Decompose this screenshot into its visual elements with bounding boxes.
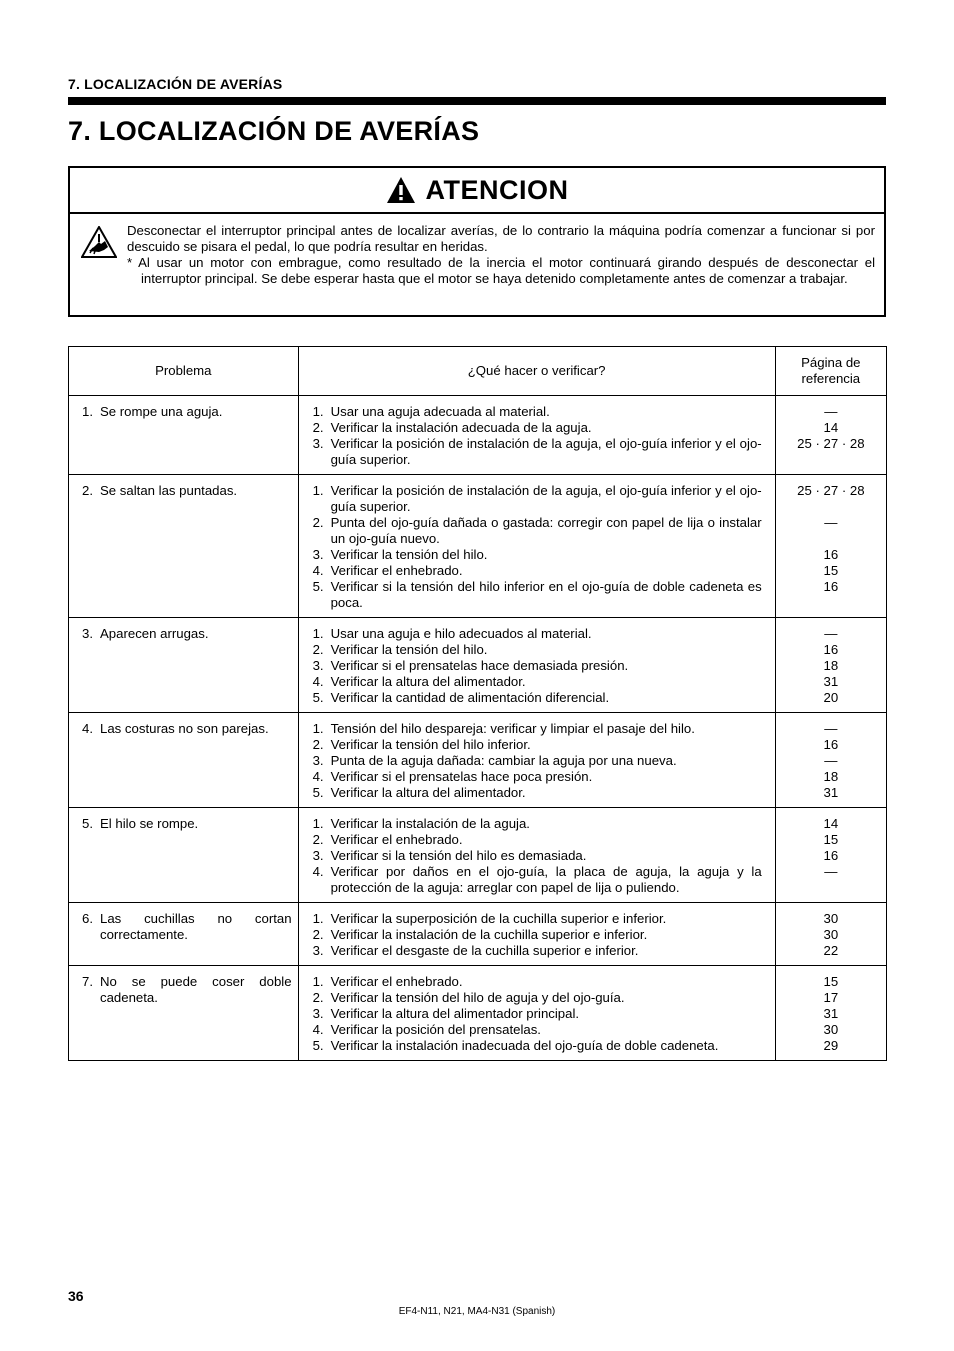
reference-page: — (824, 753, 838, 768)
reference-page: 20 (823, 690, 839, 705)
action-cell (298, 808, 775, 903)
header-problem: Problema (69, 347, 299, 396)
action-number: 3. (312, 1006, 324, 1021)
problem-text: Las costuras no son parejas. (100, 721, 269, 736)
problem-cell (69, 966, 299, 1061)
action-number: 2. (312, 990, 324, 1005)
reference-page: 30 (823, 911, 839, 926)
reference-page: 31 (823, 674, 839, 689)
table-row (69, 396, 887, 475)
action-number: 5. (312, 785, 324, 800)
action-cell (298, 396, 775, 475)
action-item (313, 785, 762, 801)
reference-page: 29 (823, 1038, 839, 1053)
action-text: Punta de la aguja dañada: cambiar la aguja por una nueva. (330, 753, 677, 768)
action-number: 2. (312, 420, 324, 435)
table-header-row (69, 347, 887, 396)
action-number: 4. (312, 769, 324, 784)
reference-page: 15 (823, 563, 839, 578)
action-number: 1. (312, 974, 324, 989)
table-row (69, 713, 887, 808)
action-item (313, 404, 762, 420)
page-title: 7. LOCALIZACIÓN DE AVERÍAS (68, 116, 480, 146)
table-row (69, 475, 887, 618)
action-number: 2. (312, 515, 324, 530)
action-text: Verificar la instalación inadecuada del ojo-guía de doble cadeneta. (330, 1038, 719, 1053)
problem-cell (69, 475, 299, 618)
action-text: Verificar el enhebrado. (330, 563, 463, 578)
action-text: Verificar si el prensatelas hace demasiada presión. (330, 658, 629, 673)
problem-number: 5. (82, 816, 93, 831)
action-text: Verificar la instalación de la cuchilla superior e inferior. (330, 927, 648, 942)
warning-box (68, 166, 886, 317)
problem-number: 6. (82, 911, 93, 926)
action-text: Verificar la instalación de la aguja. (330, 816, 530, 831)
page-number: 36 (68, 1288, 84, 1304)
action-text: Verificar la superposición de la cuchilla superior e inferior. (330, 911, 667, 926)
problem-text: Se saltan las puntadas. (100, 483, 238, 498)
problem-text: Se rompe una aguja. (100, 404, 223, 419)
warning-triangle-icon (386, 176, 416, 204)
action-cell (298, 713, 775, 808)
action-text: Verificar la tensión del hilo. (330, 642, 488, 657)
problem-number: 3. (82, 626, 93, 641)
action-text: Verificar la posición de instalación de la aguja, el ojo-guía inferior y el ojo-guía superior. (330, 483, 762, 514)
action-number: 5. (312, 1038, 324, 1053)
header-rule (68, 97, 886, 105)
action-number: 3. (312, 436, 324, 451)
action-number: 2. (312, 832, 324, 847)
reference-page: — (824, 515, 838, 530)
warning-text-note: * Al usar un motor con embrague, como resultado de la inercia el motor continuará girando después de desconectar el interruptor principal. Se debe esperar hasta que el motor se haya detenido completamente antes de comenzar a trabajar. (127, 255, 875, 286)
action-text: Verificar la altura del alimentador principal. (330, 1006, 580, 1021)
action-item (313, 690, 762, 706)
reference-page: 16 (823, 579, 839, 594)
troubleshooting-table (68, 346, 887, 1061)
action-item (313, 1038, 762, 1054)
reference-page: 22 (823, 943, 839, 958)
action-text: Verificar la tensión del hilo de aguja y del ojo-guía. (330, 990, 625, 1005)
reference-cell (775, 713, 886, 808)
action-number: 4. (312, 1022, 324, 1037)
problem-number: 1. (82, 404, 93, 419)
action-item (313, 848, 762, 864)
action-cell (298, 475, 775, 618)
footer-model: EF4-N11, N21, MA4-N31 (Spanish) (398, 1306, 556, 1317)
action-text: Verificar por daños en el ojo-guía, la placa de aguja, la aguja y la protección de la aguja: arreglar con papel de lija o puliendo. (330, 864, 762, 895)
reference-cell (775, 396, 886, 475)
reference-page: 25 · 27 · 28 (797, 436, 865, 451)
reference-cell (775, 808, 886, 903)
action-item (313, 943, 762, 959)
problem-cell (69, 903, 299, 966)
action-text: Usar una aguja adecuada al material. (330, 404, 550, 419)
action-text: Verificar la instalación adecuada de la aguja. (330, 420, 592, 435)
action-item (313, 737, 762, 753)
reference-page: 15 (823, 832, 839, 847)
reference-page: 16 (823, 848, 839, 863)
action-item (313, 436, 762, 468)
action-text: Verificar la tensión del hilo. (330, 547, 488, 562)
action-number: 3. (312, 848, 324, 863)
problem-text: No se puede coser doble cadeneta. (100, 974, 292, 1005)
action-number: 1. (312, 483, 324, 498)
action-item (313, 990, 762, 1006)
action-item (313, 816, 762, 832)
action-number: 3. (312, 658, 324, 673)
action-item (313, 974, 762, 990)
action-item (313, 658, 762, 674)
action-number: 2. (312, 737, 324, 752)
reference-page: 15 (823, 974, 839, 989)
reference-page: 18 (823, 658, 839, 673)
action-number: 4. (312, 563, 324, 578)
action-item (313, 420, 762, 436)
action-item (313, 1022, 762, 1038)
action-cell (298, 966, 775, 1061)
reference-page: 31 (823, 785, 839, 800)
action-text: Tensión del hilo despareja: verificar y limpiar el pasaje del hilo. (330, 721, 695, 736)
action-item (313, 483, 762, 515)
action-number: 2. (312, 927, 324, 942)
hand-caution-icon (81, 226, 117, 258)
reference-page: 17 (823, 990, 839, 1005)
action-cell (298, 903, 775, 966)
action-number: 1. (312, 721, 324, 736)
reference-page: 31 (823, 1006, 839, 1021)
action-number: 1. (312, 911, 324, 926)
action-number: 5. (312, 579, 324, 594)
action-text: Verificar el enhebrado. (330, 974, 463, 989)
reference-page: 18 (823, 769, 839, 784)
action-item (313, 674, 762, 690)
action-number: 1. (312, 816, 324, 831)
action-text: Verificar el desgaste de la cuchilla superior e inferior. (330, 943, 639, 958)
reference-page: 16 (823, 642, 839, 657)
reference-page: 25 · 27 · 28 (797, 483, 865, 498)
reference-cell (775, 903, 886, 966)
action-item (313, 832, 762, 848)
reference-page: 30 (823, 1022, 839, 1037)
table-row (69, 903, 887, 966)
action-text: Punta del ojo-guía dañada o gastada: corregir con papel de lija o instalar un ojo-guía nuevo. (330, 515, 762, 546)
action-text: Verificar la altura del alimentador. (330, 785, 526, 800)
action-item (313, 642, 762, 658)
action-item (313, 563, 762, 579)
problem-cell (69, 396, 299, 475)
problem-number: 2. (82, 483, 93, 498)
action-item (313, 927, 762, 943)
running-head: 7. LOCALIZACIÓN DE AVERÍAS (68, 76, 283, 92)
action-text: Verificar el enhebrado. (330, 832, 463, 847)
action-number: 2. (312, 642, 324, 657)
reference-page: — (824, 864, 838, 879)
action-item (313, 579, 762, 611)
reference-page: 16 (823, 547, 839, 562)
table-row (69, 618, 887, 713)
reference-page: 14 (823, 420, 839, 435)
problem-number: 4. (82, 721, 93, 736)
action-number: 1. (312, 626, 324, 641)
action-text: Verificar la tensión del hilo inferior. (330, 737, 531, 752)
header-reference: Página de referencia (775, 347, 886, 396)
action-number: 5. (312, 690, 324, 705)
reference-cell (775, 475, 886, 618)
action-item (313, 626, 762, 642)
action-number: 4. (312, 864, 324, 879)
problem-cell (69, 713, 299, 808)
problem-text: El hilo se rompe. (100, 816, 199, 831)
action-text: Usar una aguja e hilo adecuados al material. (330, 626, 592, 641)
action-text: Verificar la posición de instalación de la aguja, el ojo-guía inferior y el ojo-guía superior. (330, 436, 762, 467)
header-action: ¿Qué hacer o verificar? (298, 347, 775, 396)
reference-cell (775, 618, 886, 713)
action-item (313, 721, 762, 737)
action-text: Verificar la posición del prensatelas. (330, 1022, 541, 1037)
action-number: 4. (312, 674, 324, 689)
reference-page: 14 (823, 816, 839, 831)
action-number: 3. (312, 753, 324, 768)
action-text: Verificar la cantidad de alimentación diferencial. (330, 690, 610, 705)
action-item (313, 769, 762, 785)
reference-cell (775, 966, 886, 1061)
action-cell (298, 618, 775, 713)
action-number: 3. (312, 547, 324, 562)
action-item (313, 864, 762, 896)
reference-page: — (824, 404, 838, 419)
warning-title: ATENCION (425, 174, 569, 205)
action-item (313, 515, 762, 547)
action-item (313, 547, 762, 563)
action-number: 1. (312, 404, 324, 419)
table-row (69, 808, 887, 903)
problem-text: Las cuchillas no cortan correctamente. (100, 911, 292, 942)
action-text: Verificar si la tensión del hilo inferior en el ojo-guía de doble cadeneta es poca. (330, 579, 762, 610)
reference-page: 16 (823, 737, 839, 752)
action-text: Verificar si la tensión del hilo es demasiada. (330, 848, 587, 863)
action-item (313, 753, 762, 769)
warning-body (70, 214, 884, 314)
reference-page: — (824, 626, 838, 641)
reference-page: — (824, 721, 838, 736)
problem-text: Aparecen arrugas. (100, 626, 209, 641)
reference-page: 30 (823, 927, 839, 942)
problem-number: 7. (82, 974, 93, 989)
action-item (313, 911, 762, 927)
problem-cell (69, 808, 299, 903)
action-number: 3. (312, 943, 324, 958)
action-text: Verificar la altura del alimentador. (330, 674, 526, 689)
table-row (69, 966, 887, 1061)
action-item (313, 1006, 762, 1022)
problem-cell (69, 618, 299, 713)
action-text: Verificar si el prensatelas hace poca presión. (330, 769, 593, 784)
warning-header (70, 168, 884, 214)
warning-text-main: Desconectar el interruptor principal antes de localizar averías, de lo contrario la máquina podría comenzar a funcionar si por descuido se pisara el pedal, lo que podría resultar en heridas. (127, 223, 875, 254)
